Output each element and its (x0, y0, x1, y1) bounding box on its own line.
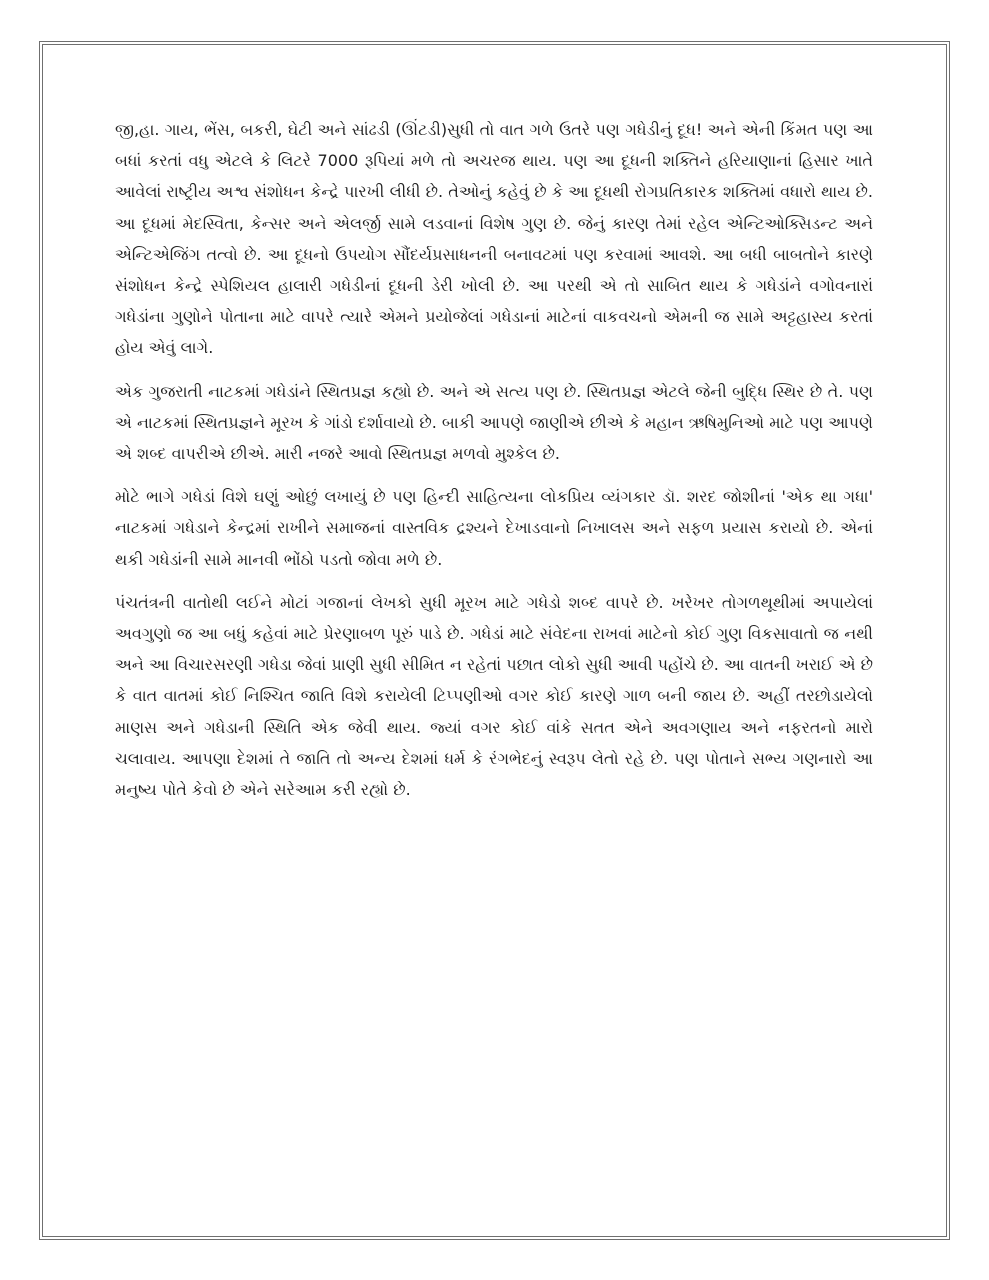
document-body (115, 114, 873, 817)
paragraph-panchatantra: પંચતંત્રની વાતોથી લઈને મોટાં ગજાનાં લેખકો સુધી મૂરખ માટે ગધેડો શબ્દ વાપરે છે. ખરેખર તોગળથૂથીમાં અપાયેલાં અવગુણો જ આ બધું કહેવાં માટે પ્રેરણાબળ પૂરું પાડે છે. ગધેડાં માટે સંવેદના રાખવાં માટેનો કોઈ ગુણ વિકસાવાતો જ નથી અને આ વિચારસરણી ગધેડા જેવાં પ્રાણી સુધી સીમિત ન રહેતાં પછાત લોકો સુધી આવી પહોંચે છે. આ વાતની ખરાઈ એ છે કે વાત વાતમાં કોઈ નિશ્ચિત જાતિ વિશે કરાયેલી ટિપ્પણીઓ વગર કોઈ કારણે ગાળ બની જાય છે. અહીં તરછોડાયેલો માણસ અને ગધેડાની સ્થિતિ એક જેવી થાય. જ્યાં વગર કોઈ વાંકે સતત એને અવગણાય અને નફરતનો મારો ચલાવાય. આપણા દેશમાં તે જાતિ તો અન્ય દેશમાં ધર્મ કે રંગભેદનું સ્વરૂપ લેતો રહે છે. પણ પોતાને સભ્ય ગણનારો આ મનુષ્ય પોતે કેવો છે એને સરેઆમ કરી રહ્યો છે. (115, 592, 873, 800)
paragraph-donkey-milk: જી,હા. ગાય, ભેંસ, બકરી, ઘેટી અને સાંઢડી (ઊંટડી)સુધી તો વાત ગળે ઉતરે પણ ગધેડીનું દૂધ! અને એની કિંમત પણ આ બધાં કરતાં વધુ એટલે કે લિટરે 7000 રૂપિયાં મળે તો અચરજ થાય. પણ આ દૂધની શક્તિને હરિયાણાનાં હિસાર ખાતે આવેલાં રાષ્ટ્રીય અશ્વ સંશોધન કેન્દ્રે પારખી લીધી છે. તેઓનું કહેવું છે કે આ દૂધથી રોગપ્રતિકારક શક્તિમાં વધારો થાય છે. આ દૂધમાં મેદસ્વિતા, કેન્સર અને એલર્જી સામે લડવાનાં વિશેષ ગુણ છે. જેનું કારણ તેમાં રહેલ એન્ટિઓક્સિડન્ટ અને એન્ટિએજિંગ તત્વો છે. આ દૂધનો ઉપયોગ સૌંદર્યપ્રસાધનની બનાવટમાં પણ કરવામાં આવશે. આ બધી બાબતોને કારણે સંશોધન કેન્દ્રે સ્પેશિયલ હાલારી ગધેડીનાં દૂધની ડેરી ખોલી છે. આ પરથી એ તો સાબિત થાય કે ગધેડાંને વગોવનારાં ગધેડાંના ગુણોને પોતાના માટે વાપરે ત્યારે એમને પ્રયોજેલાં ગધેડાનાં માટેનાં વાકવચનો એમની જ સામે અટ્ટહાસ્ય કરતાં હોય એવું લાગે. (115, 120, 873, 358)
paragraph-ek-tha-gadha: મોટે ભાગે ગધેડાં વિશે ઘણું ઓછું લખાયું છે પણ હિન્દી સાહિત્યના લોકપ્રિય વ્યંગકાર ડૉ. શરદ જોશીનાં 'એક થા ગધા' નાટકમાં ગધેડાને કેન્દ્રમાં રાખીને સમાજનાં વાસ્તવિક દ્રશ્યને દેખાડવાનો નિખાલસ અને સફળ પ્રયાસ કરાયો છે. એનાં થકી ગધેડાંની સામે માનવી ભોંઠો પડતો જોવા મળે છે. (115, 487, 873, 569)
paragraph-sthitpragna: એક ગુજરાતી નાટકમાં ગધેડાંને સ્થિતપ્રજ્ઞ કહ્યો છે. અને એ સત્ય પણ છે. સ્થિતપ્રજ્ઞ એટલે જેની બુદ્ધિ સ્થિર છે તે. પણ એ નાટકમાં સ્થિતપ્રજ્ઞને મૂરખ કે ગાંડો દર્શાવાયો છે. બાકી આપણે જાણીએ છીએ કે મહાન ઋષિમુનિઓ માટે પણ આપણે એ શબ્દ વાપરીએ છીએ. મારી નજરે આવો સ્થિતપ્રજ્ઞ મળવો મુશ્કેલ છે. (115, 381, 873, 464)
